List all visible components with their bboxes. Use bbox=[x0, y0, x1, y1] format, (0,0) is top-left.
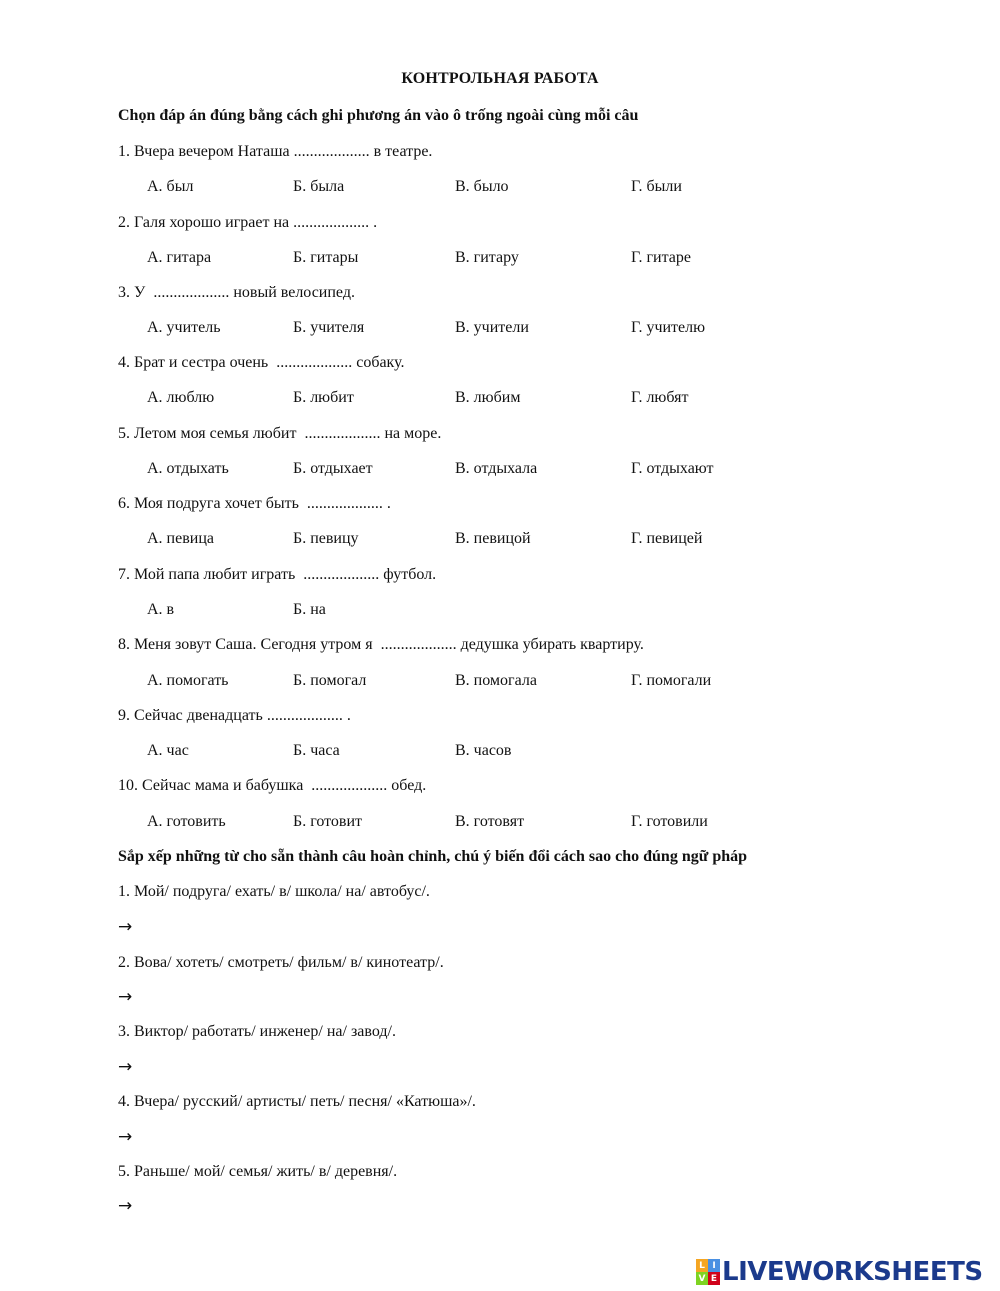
logo-brand-text: LIVEWORKSHEETS bbox=[722, 1257, 983, 1287]
answer-option[interactable]: А. в bbox=[147, 601, 175, 618]
arrow-right-icon: → bbox=[118, 987, 133, 1007]
logo-tiles-icon: L I V E bbox=[696, 1259, 720, 1285]
question-text: 9. Сейчас двенадцать ................... . bbox=[118, 707, 351, 724]
answer-option[interactable]: Б. учителя bbox=[293, 319, 365, 336]
question-text: 6. Моя подруга хочет быть ................... . bbox=[118, 495, 391, 512]
question-text: 7. Мой папа любит играть ................... футбол. bbox=[118, 566, 437, 583]
answer-option[interactable]: Б. помогал bbox=[293, 672, 367, 689]
liveworksheets-logo[interactable] bbox=[696, 1257, 983, 1287]
answer-option[interactable]: А. готовить bbox=[147, 813, 226, 830]
question-text: 10. Сейчас мама и бабушка ................... обед. bbox=[118, 777, 427, 794]
answer-option[interactable]: А. гитара bbox=[147, 249, 212, 266]
question-text: 2. Галя хорошо играет на ................... . bbox=[118, 214, 378, 231]
answer-option[interactable]: Г. учителю bbox=[631, 319, 706, 336]
answer-option[interactable]: Б. певицу bbox=[293, 530, 359, 547]
answer-option[interactable]: Г. отдыхают bbox=[631, 460, 714, 477]
question-text: 5. Летом моя семья любит ................... на море. bbox=[118, 425, 442, 442]
answer-option[interactable]: А. певица bbox=[147, 530, 214, 547]
answer-option[interactable]: В. любим bbox=[455, 389, 521, 406]
answer-option[interactable]: В. помогала bbox=[455, 672, 537, 689]
question-text: 4. Брат и сестра очень ................... собаку. bbox=[118, 354, 405, 371]
question-text: 1. Вчера вечером Наташа ................... в театре. bbox=[118, 143, 433, 160]
answer-option[interactable]: Б. часа bbox=[293, 742, 340, 759]
answer-option[interactable]: В. певицой bbox=[455, 530, 531, 547]
answer-option[interactable]: Б. готовит bbox=[293, 813, 363, 830]
section1-instruction: Chọn đáp án đúng bằng cách ghi phương án vào ô trống ngoài cùng mỗi câu bbox=[118, 107, 639, 124]
arrange-prompt: 4. Вчера/ русский/ артисты/ петь/ песня/ «Катюша»/. bbox=[118, 1093, 476, 1110]
answer-option[interactable]: В. учители bbox=[455, 319, 529, 336]
answer-option[interactable]: Г. любят bbox=[631, 389, 689, 406]
answer-option[interactable]: В. готовят bbox=[455, 813, 525, 830]
answer-option[interactable]: Г. гитаре bbox=[631, 249, 691, 266]
arrange-prompt: 2. Вова/ хотеть/ смотреть/ фильм/ в/ кинотеатр/. bbox=[118, 954, 444, 971]
answer-option[interactable]: Б. на bbox=[293, 601, 326, 618]
answer-option[interactable]: В. отдыхала bbox=[455, 460, 538, 477]
answer-option[interactable]: В. часов bbox=[455, 742, 512, 759]
answer-option[interactable]: Б. любит bbox=[293, 389, 354, 406]
answer-option[interactable]: Г. готовили bbox=[631, 813, 708, 830]
answer-option[interactable]: А. учитель bbox=[147, 319, 221, 336]
arrange-prompt: 1. Мой/ подруга/ ехать/ в/ школа/ на/ автобус/. bbox=[118, 883, 430, 900]
answer-option[interactable]: А. час bbox=[147, 742, 189, 759]
arrange-prompt: 5. Раньше/ мой/ семья/ жить/ в/ деревня/. bbox=[118, 1163, 398, 1180]
arrow-right-icon: → bbox=[118, 1057, 133, 1077]
answer-option[interactable]: Б. гитары bbox=[293, 249, 359, 266]
answer-option[interactable]: А. был bbox=[147, 178, 194, 195]
question-text: 3. У ................... новый велосипед. bbox=[118, 284, 355, 301]
answer-option[interactable]: В. гитару bbox=[455, 249, 519, 266]
answer-option[interactable]: А. помогать bbox=[147, 672, 229, 689]
section2-instruction: Sắp xếp những từ cho sẵn thành câu hoàn chỉnh, chú ý biến đổi cách sao cho đúng ngữ pháp bbox=[118, 848, 748, 865]
answer-option[interactable]: Б. отдыхает bbox=[293, 460, 373, 477]
arrow-right-icon: → bbox=[118, 1196, 133, 1216]
answer-option[interactable]: А. отдыхать bbox=[147, 460, 229, 477]
arrow-right-icon: → bbox=[118, 917, 133, 937]
answer-option[interactable]: А. люблю bbox=[147, 389, 215, 406]
answer-option[interactable]: Г. были bbox=[631, 178, 682, 195]
answer-option[interactable]: Г. помогали bbox=[631, 672, 712, 689]
answer-option[interactable]: Б. была bbox=[293, 178, 345, 195]
page-title: КОНТРОЛЬНАЯ РАБОТА bbox=[401, 70, 599, 87]
arrow-right-icon: → bbox=[118, 1127, 133, 1147]
question-text: 8. Меня зовут Саша. Сегодня утром я ................... дедушка убирать квартиру. bbox=[118, 636, 644, 653]
arrange-prompt: 3. Виктор/ работать/ инженер/ на/ завод/. bbox=[118, 1023, 396, 1040]
answer-option[interactable]: Г. певицей bbox=[631, 530, 703, 547]
answer-option[interactable]: В. было bbox=[455, 178, 509, 195]
